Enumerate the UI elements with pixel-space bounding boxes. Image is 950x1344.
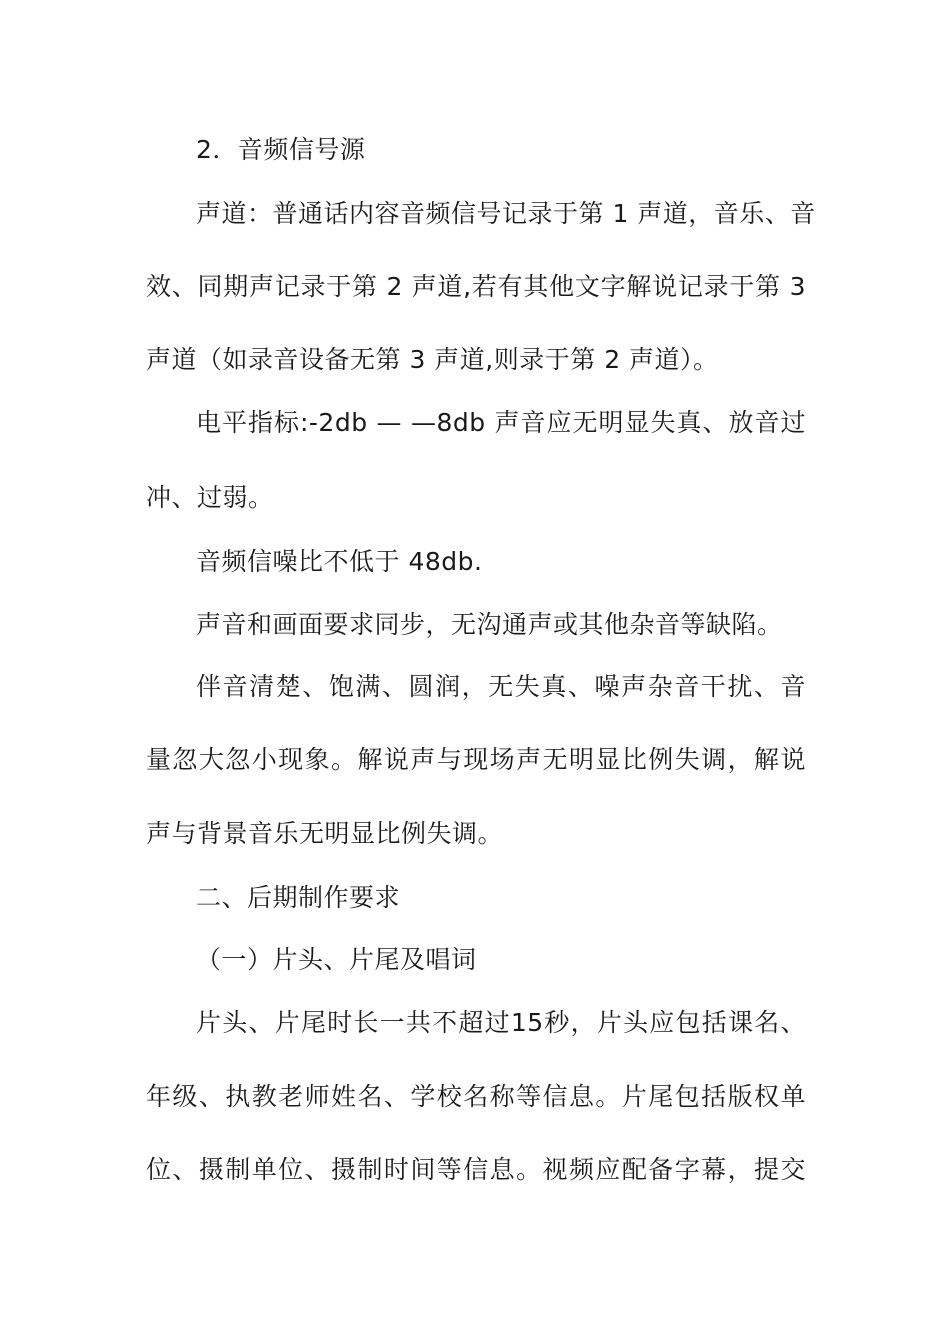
paragraph-line: 效、同期声记录于第 2 声道,若有其他文字解说记录于第 3 (146, 272, 806, 301)
paragraph-line: 声音和画面要求同步，无沟通声或其他杂音等缺陷。 (196, 610, 783, 639)
paragraph-line: 位、摄制单位、摄制时间等信息。视频应配备字幕，提交 (146, 1155, 806, 1184)
paragraph-line: 声与背景音乐无明显比例失调。 (146, 819, 504, 848)
paragraph-line: 声道：普通话内容音频信号记录于第 1 声道，音乐、音 (196, 199, 816, 228)
section-heading-post-production: 二、后期制作要求 (196, 883, 401, 912)
paragraph-line: 量忽大忽小现象。解说声与现场声无明显比例失调，解说 (146, 745, 806, 774)
paragraph-line: 音频信噪比不低于 48db. (196, 547, 483, 576)
section-heading-audio-source: 2．音频信号源 (196, 135, 366, 164)
paragraph-line: 冲、过弱。 (146, 483, 274, 512)
paragraph-line: 伴音清楚、饱满、圆润，无失真、噪声杂音干扰、音 (196, 672, 806, 701)
subsection-heading: （一）片头、片尾及唱词 (196, 945, 477, 974)
paragraph-line: 片头、片尾时长一共不超过15秒，片头应包括课名、 (196, 1008, 806, 1037)
paragraph-line: 年级、执教老师姓名、学校名称等信息。片尾包括版权单 (146, 1082, 806, 1111)
paragraph-line: 声道（如录音设备无第 3 声道,则录于第 2 声道）。 (146, 345, 719, 374)
paragraph-line: 电平指标:-2db — —8db 声音应无明显失真、放音过 (196, 408, 806, 437)
